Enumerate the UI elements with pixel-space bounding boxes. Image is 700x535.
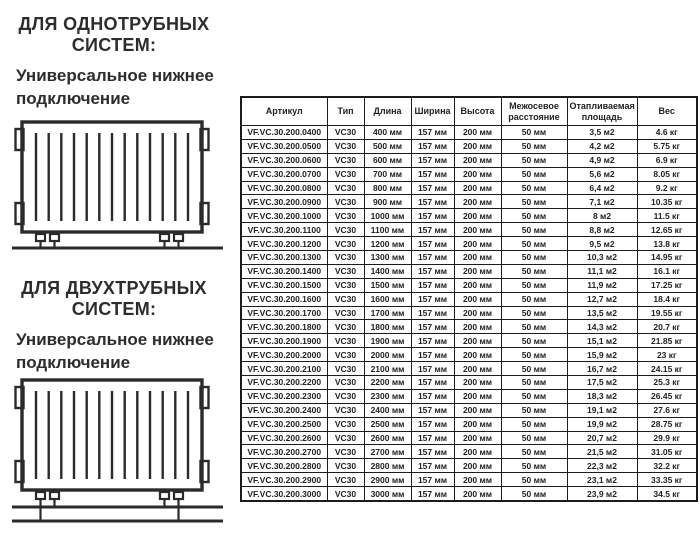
table-cell: 8.05 кг bbox=[637, 167, 697, 181]
table-cell: 157 мм bbox=[411, 459, 454, 473]
table-cell: VF.VC.30.200.1600 bbox=[241, 292, 327, 306]
table-row bbox=[241, 292, 697, 306]
table-cell: VC30 bbox=[327, 445, 364, 459]
table-cell: 200 мм bbox=[454, 459, 501, 473]
table-cell: 19.55 кг bbox=[637, 306, 697, 320]
table-cell: 22,3 м2 bbox=[567, 459, 637, 473]
table-row bbox=[241, 334, 697, 348]
table-header-row bbox=[241, 97, 697, 126]
table-cell: 200 мм bbox=[454, 487, 501, 501]
table-cell: 50 мм bbox=[501, 417, 567, 431]
radiator-two-pipe-diagram-icon bbox=[10, 372, 225, 530]
table-row bbox=[241, 348, 697, 362]
table-cell: VF.VC.30.200.0500 bbox=[241, 139, 327, 153]
table-cell: VC30 bbox=[327, 195, 364, 209]
table-cell: 23,9 м2 bbox=[567, 487, 637, 501]
table-cell: 1300 мм bbox=[364, 251, 411, 265]
table-row bbox=[241, 139, 697, 153]
table-cell: 50 мм bbox=[501, 362, 567, 376]
table-cell: VC30 bbox=[327, 403, 364, 417]
table-cell: 20.7 кг bbox=[637, 320, 697, 334]
table-cell: VF.VC.30.200.0900 bbox=[241, 195, 327, 209]
table-row bbox=[241, 459, 697, 473]
table-cell: 800 мм bbox=[364, 181, 411, 195]
column-header-width: Ширина bbox=[411, 97, 454, 126]
table-cell: 200 мм bbox=[454, 264, 501, 278]
table-cell: VC30 bbox=[327, 473, 364, 487]
table-cell: VF.VC.30.200.1700 bbox=[241, 306, 327, 320]
table-cell: 157 мм bbox=[411, 376, 454, 390]
table-cell: 200 мм bbox=[454, 126, 501, 140]
table-cell: 50 мм bbox=[501, 153, 567, 167]
table-cell: 157 мм bbox=[411, 181, 454, 195]
table-cell: 157 мм bbox=[411, 264, 454, 278]
table-cell: 157 мм bbox=[411, 251, 454, 265]
table-cell: 50 мм bbox=[501, 126, 567, 140]
table-row bbox=[241, 417, 697, 431]
table-cell: VC30 bbox=[327, 431, 364, 445]
table-cell: 50 мм bbox=[501, 167, 567, 181]
table-cell: 4.6 кг bbox=[637, 126, 697, 140]
table-cell: 50 мм bbox=[501, 473, 567, 487]
table-cell: 50 мм bbox=[501, 278, 567, 292]
column-header-axle-distance: Межосевое расстояние bbox=[501, 97, 567, 126]
table-cell: 200 мм bbox=[454, 376, 501, 390]
table-row bbox=[241, 278, 697, 292]
table-cell: 21,5 м2 bbox=[567, 445, 637, 459]
table-cell: 3000 мм bbox=[364, 487, 411, 501]
table-cell: 200 мм bbox=[454, 237, 501, 251]
column-header-type: Тип bbox=[327, 97, 364, 126]
table-cell: 50 мм bbox=[501, 431, 567, 445]
table-cell: VF.VC.30.200.0700 bbox=[241, 167, 327, 181]
table-cell: 157 мм bbox=[411, 403, 454, 417]
table-cell: 50 мм bbox=[501, 389, 567, 403]
table-cell: 1600 мм bbox=[364, 292, 411, 306]
table-row bbox=[241, 445, 697, 459]
table-cell: 50 мм bbox=[501, 195, 567, 209]
table-cell: 5,6 м2 bbox=[567, 167, 637, 181]
table-cell: VF.VC.30.200.2600 bbox=[241, 431, 327, 445]
table-row bbox=[241, 181, 697, 195]
table-cell: 2600 мм bbox=[364, 431, 411, 445]
table-row bbox=[241, 431, 697, 445]
table-cell: 200 мм bbox=[454, 320, 501, 334]
table-row bbox=[241, 376, 697, 390]
table-cell: 200 мм bbox=[454, 139, 501, 153]
single-pipe-heading: ДЛЯ ОДНОТРУБНЫХ СИСТЕМ: bbox=[18, 14, 210, 55]
table-row bbox=[241, 237, 697, 251]
table-cell: 50 мм bbox=[501, 306, 567, 320]
table-cell: 13.8 кг bbox=[637, 237, 697, 251]
table-cell: VC30 bbox=[327, 139, 364, 153]
table-cell: 50 мм bbox=[501, 209, 567, 223]
table-cell: 200 мм bbox=[454, 473, 501, 487]
table-cell: 14,3 м2 bbox=[567, 320, 637, 334]
table-cell: 500 мм bbox=[364, 139, 411, 153]
table-cell: 15,1 м2 bbox=[567, 334, 637, 348]
table-cell: 1200 мм bbox=[364, 237, 411, 251]
table-row bbox=[241, 251, 697, 265]
table-cell: VF.VC.30.200.0600 bbox=[241, 153, 327, 167]
table-cell: 1700 мм bbox=[364, 306, 411, 320]
table-cell: 157 мм bbox=[411, 320, 454, 334]
table-row bbox=[241, 320, 697, 334]
table-cell: 200 мм bbox=[454, 334, 501, 348]
table-cell: 50 мм bbox=[501, 445, 567, 459]
column-header-height: Высота bbox=[454, 97, 501, 126]
table-cell: 157 мм bbox=[411, 223, 454, 237]
table-cell: 17,5 м2 bbox=[567, 376, 637, 390]
table-cell: 8,8 м2 bbox=[567, 223, 637, 237]
table-cell: VC30 bbox=[327, 376, 364, 390]
table-cell: 50 мм bbox=[501, 251, 567, 265]
table-cell: 200 мм bbox=[454, 223, 501, 237]
table-cell: 157 мм bbox=[411, 126, 454, 140]
table-cell: VF.VC.30.200.1300 bbox=[241, 251, 327, 265]
table-cell: 157 мм bbox=[411, 348, 454, 362]
table-cell: 3,5 м2 bbox=[567, 126, 637, 140]
table-cell: VC30 bbox=[327, 334, 364, 348]
table-cell: 18.4 кг bbox=[637, 292, 697, 306]
table-cell: VF.VC.30.200.2300 bbox=[241, 389, 327, 403]
table-cell: 157 мм bbox=[411, 334, 454, 348]
table-cell: 200 мм bbox=[454, 153, 501, 167]
table-cell: 50 мм bbox=[501, 139, 567, 153]
table-cell: 1000 мм bbox=[364, 209, 411, 223]
table-cell: 25.3 кг bbox=[637, 376, 697, 390]
table-row bbox=[241, 153, 697, 167]
table-cell: VC30 bbox=[327, 181, 364, 195]
table-cell: 1800 мм bbox=[364, 320, 411, 334]
column-header-article: Артикул bbox=[241, 97, 327, 126]
table-row bbox=[241, 167, 697, 181]
table-cell: VF.VC.30.200.1900 bbox=[241, 334, 327, 348]
table-cell: 2200 мм bbox=[364, 376, 411, 390]
column-header-heated-area: Отапливаемая площадь bbox=[567, 97, 637, 126]
table-cell: 157 мм bbox=[411, 139, 454, 153]
table-cell: 50 мм bbox=[501, 376, 567, 390]
table-cell: VC30 bbox=[327, 292, 364, 306]
table-cell: VF.VC.30.200.0800 bbox=[241, 181, 327, 195]
table-cell: VF.VC.30.200.2900 bbox=[241, 473, 327, 487]
table-row bbox=[241, 487, 697, 501]
table-cell: VC30 bbox=[327, 251, 364, 265]
table-cell: VF.VC.30.200.0400 bbox=[241, 126, 327, 140]
table-cell: 23,1 м2 bbox=[567, 473, 637, 487]
table-cell: 200 мм bbox=[454, 389, 501, 403]
table-row bbox=[241, 195, 697, 209]
table-cell: 1900 мм bbox=[364, 334, 411, 348]
table-cell: VF.VC.30.200.2200 bbox=[241, 376, 327, 390]
table-cell: 2300 мм bbox=[364, 389, 411, 403]
table-cell: 200 мм bbox=[454, 195, 501, 209]
table-cell: 24.15 кг bbox=[637, 362, 697, 376]
table-cell: 157 мм bbox=[411, 487, 454, 501]
table-cell: 157 мм bbox=[411, 195, 454, 209]
table-cell: 18,3 м2 bbox=[567, 389, 637, 403]
table-cell: 34.5 кг bbox=[637, 487, 697, 501]
table-cell: 200 мм bbox=[454, 431, 501, 445]
table-cell: 2900 мм bbox=[364, 473, 411, 487]
table-cell: VF.VC.30.200.3000 bbox=[241, 487, 327, 501]
table-cell: 50 мм bbox=[501, 181, 567, 195]
table-cell: VC30 bbox=[327, 487, 364, 501]
table-cell: 200 мм bbox=[454, 251, 501, 265]
table-row bbox=[241, 209, 697, 223]
table-row bbox=[241, 473, 697, 487]
table-cell: VF.VC.30.200.1000 bbox=[241, 209, 327, 223]
table-cell: 50 мм bbox=[501, 223, 567, 237]
table-row bbox=[241, 126, 697, 140]
connection-schemes-panel bbox=[0, 0, 236, 535]
table-cell: VC30 bbox=[327, 126, 364, 140]
table-cell: 157 мм bbox=[411, 417, 454, 431]
table-cell: 10,3 м2 bbox=[567, 251, 637, 265]
table-cell: 14.95 кг bbox=[637, 251, 697, 265]
table-cell: 157 мм bbox=[411, 445, 454, 459]
table-cell: 200 мм bbox=[454, 167, 501, 181]
table-cell: 20,7 м2 bbox=[567, 431, 637, 445]
table-cell: 31.05 кг bbox=[637, 445, 697, 459]
table-cell: 7,1 м2 bbox=[567, 195, 637, 209]
table-cell: VF.VC.30.200.2000 bbox=[241, 348, 327, 362]
table-cell: VF.VC.30.200.2700 bbox=[241, 445, 327, 459]
single-pipe-subheading: Универсальное нижнее подключение bbox=[16, 66, 214, 108]
table-cell: 2800 мм bbox=[364, 459, 411, 473]
table-cell: 21.85 кг bbox=[637, 334, 697, 348]
table-cell: 2100 мм bbox=[364, 362, 411, 376]
table-cell: 13,5 м2 bbox=[567, 306, 637, 320]
table-cell: 6.9 кг bbox=[637, 153, 697, 167]
radiator-spec-table bbox=[240, 96, 698, 502]
table-cell: 33.35 кг bbox=[637, 473, 697, 487]
table-row bbox=[241, 389, 697, 403]
table-cell: 50 мм bbox=[501, 459, 567, 473]
table-cell: VF.VC.30.200.1200 bbox=[241, 237, 327, 251]
table-cell: 16.1 кг bbox=[637, 264, 697, 278]
table-cell: 2700 мм bbox=[364, 445, 411, 459]
table-cell: 157 мм bbox=[411, 209, 454, 223]
table-cell: 157 мм bbox=[411, 292, 454, 306]
table-cell: 2000 мм bbox=[364, 348, 411, 362]
table-cell: VC30 bbox=[327, 167, 364, 181]
table-cell: 157 мм bbox=[411, 278, 454, 292]
table-cell: 11,1 м2 bbox=[567, 264, 637, 278]
table-cell: VC30 bbox=[327, 417, 364, 431]
table-cell: 50 мм bbox=[501, 403, 567, 417]
table-cell: VC30 bbox=[327, 209, 364, 223]
table-cell: 157 мм bbox=[411, 389, 454, 403]
table-cell: 1500 мм bbox=[364, 278, 411, 292]
table-cell: VC30 bbox=[327, 223, 364, 237]
table-cell: VC30 bbox=[327, 362, 364, 376]
table-cell: 9.2 кг bbox=[637, 181, 697, 195]
table-cell: 4,2 м2 bbox=[567, 139, 637, 153]
table-row bbox=[241, 403, 697, 417]
table-cell: 50 мм bbox=[501, 264, 567, 278]
table-cell: 50 мм bbox=[501, 487, 567, 501]
table-cell: 400 мм bbox=[364, 126, 411, 140]
table-cell: VC30 bbox=[327, 348, 364, 362]
table-cell: 157 мм bbox=[411, 167, 454, 181]
table-cell: 12.65 кг bbox=[637, 223, 697, 237]
table-cell: 157 мм bbox=[411, 153, 454, 167]
table-cell: VC30 bbox=[327, 306, 364, 320]
table-cell: VF.VC.30.200.2500 bbox=[241, 417, 327, 431]
table-cell: 200 мм bbox=[454, 209, 501, 223]
table-cell: 200 мм bbox=[454, 445, 501, 459]
table-row bbox=[241, 223, 697, 237]
table-cell: VC30 bbox=[327, 320, 364, 334]
table-cell: 19,9 м2 bbox=[567, 417, 637, 431]
table-cell: 4,9 м2 bbox=[567, 153, 637, 167]
table-cell: 200 мм bbox=[454, 181, 501, 195]
table-cell: VF.VC.30.200.2100 bbox=[241, 362, 327, 376]
table-cell: 23 кг bbox=[637, 348, 697, 362]
table-cell: VC30 bbox=[327, 264, 364, 278]
table-cell: 9,5 м2 bbox=[567, 237, 637, 251]
table-cell: 5.75 кг bbox=[637, 139, 697, 153]
table-cell: 19,1 м2 bbox=[567, 403, 637, 417]
table-row bbox=[241, 306, 697, 320]
table-cell: 11,9 м2 bbox=[567, 278, 637, 292]
table-cell: VF.VC.30.200.1500 bbox=[241, 278, 327, 292]
table-cell: VC30 bbox=[327, 237, 364, 251]
radiator-single-pipe-diagram-icon bbox=[10, 112, 225, 252]
table-cell: 2500 мм bbox=[364, 417, 411, 431]
table-cell: 26.45 кг bbox=[637, 389, 697, 403]
table-cell: 16,7 м2 bbox=[567, 362, 637, 376]
table-cell: 10.35 кг bbox=[637, 195, 697, 209]
table-cell: 200 мм bbox=[454, 362, 501, 376]
table-cell: VC30 bbox=[327, 153, 364, 167]
column-header-weight: Вес bbox=[637, 97, 697, 126]
table-cell: 1100 мм bbox=[364, 223, 411, 237]
table-cell: 17.25 кг bbox=[637, 278, 697, 292]
table-cell: 157 мм bbox=[411, 431, 454, 445]
table-cell: 200 мм bbox=[454, 417, 501, 431]
table-cell: 157 мм bbox=[411, 306, 454, 320]
column-header-length: Длина bbox=[364, 97, 411, 126]
table-row bbox=[241, 264, 697, 278]
table-cell: 12,7 м2 bbox=[567, 292, 637, 306]
table-cell: 200 мм bbox=[454, 403, 501, 417]
table-cell: 200 мм bbox=[454, 292, 501, 306]
table-cell: 11.5 кг bbox=[637, 209, 697, 223]
table-cell: 200 мм bbox=[454, 306, 501, 320]
table-cell: VF.VC.30.200.2400 bbox=[241, 403, 327, 417]
table-row bbox=[241, 362, 697, 376]
table-cell: 50 мм bbox=[501, 237, 567, 251]
two-pipe-subheading: Универсальное нижнее подключение bbox=[16, 330, 214, 372]
table-cell: 32.2 кг bbox=[637, 459, 697, 473]
table-cell: 50 мм bbox=[501, 320, 567, 334]
table-cell: 157 мм bbox=[411, 473, 454, 487]
table-cell: 200 мм bbox=[454, 348, 501, 362]
table-cell: 28.75 кг bbox=[637, 417, 697, 431]
table-cell: VF.VC.30.200.1400 bbox=[241, 264, 327, 278]
table-cell: VF.VC.30.200.1100 bbox=[241, 223, 327, 237]
table-cell: 1400 мм bbox=[364, 264, 411, 278]
table-cell: 27.6 кг bbox=[637, 403, 697, 417]
table-cell: 50 мм bbox=[501, 348, 567, 362]
table-cell: 600 мм bbox=[364, 153, 411, 167]
table-cell: VC30 bbox=[327, 389, 364, 403]
table-cell: VC30 bbox=[327, 459, 364, 473]
table-cell: VC30 bbox=[327, 278, 364, 292]
two-pipe-heading: ДЛЯ ДВУХТРУБНЫХ СИСТЕМ: bbox=[21, 278, 207, 319]
table-cell: 2400 мм bbox=[364, 403, 411, 417]
table-cell: 157 мм bbox=[411, 237, 454, 251]
table-cell: 29.9 кг bbox=[637, 431, 697, 445]
table-cell: 200 мм bbox=[454, 278, 501, 292]
table-cell: 50 мм bbox=[501, 334, 567, 348]
table-cell: 157 мм bbox=[411, 362, 454, 376]
table-cell: 15,9 м2 bbox=[567, 348, 637, 362]
table-cell: 6,4 м2 bbox=[567, 181, 637, 195]
table-cell: VF.VC.30.200.1800 bbox=[241, 320, 327, 334]
table-cell: 700 мм bbox=[364, 167, 411, 181]
table-cell: VF.VC.30.200.2800 bbox=[241, 459, 327, 473]
table-body bbox=[241, 126, 697, 502]
table-cell: 8 м2 bbox=[567, 209, 637, 223]
table-cell: 900 мм bbox=[364, 195, 411, 209]
table-cell: 50 мм bbox=[501, 292, 567, 306]
